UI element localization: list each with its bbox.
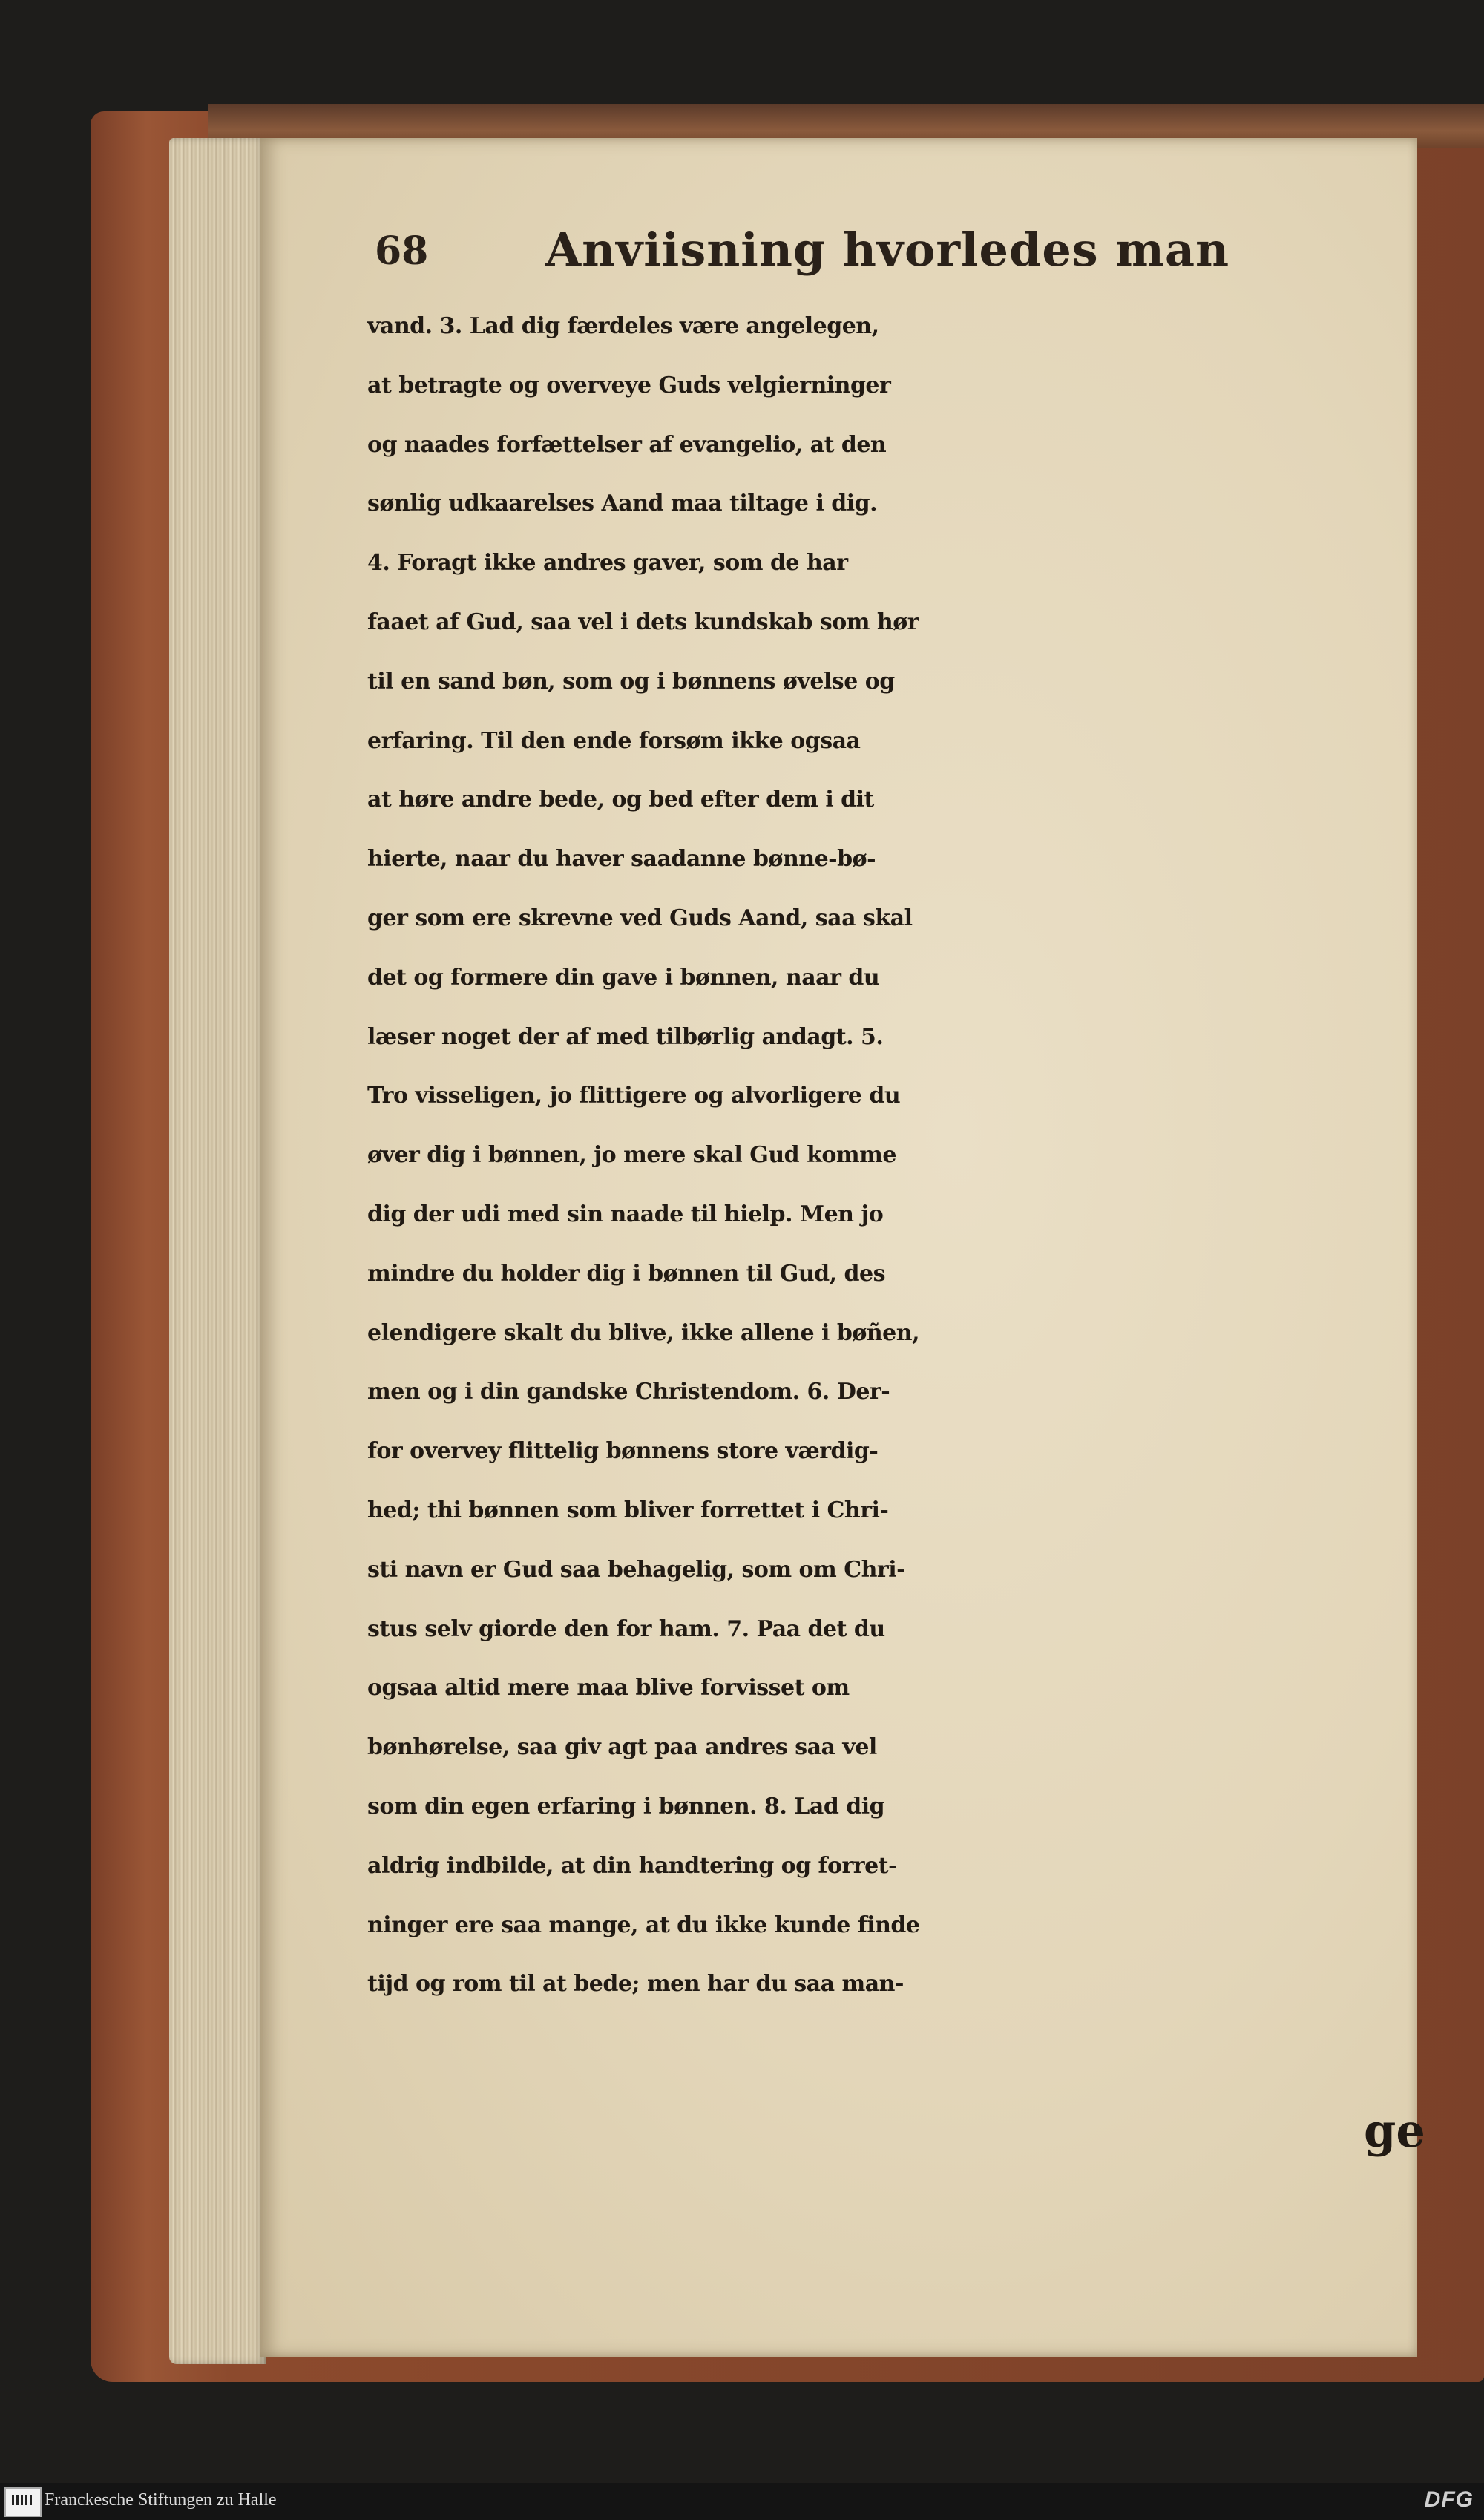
- text-line: øver dig i bønnen, jo mere skal Gud komme: [367, 1142, 896, 1169]
- footer-institution-link[interactable]: Franckesche Stiftungen zu Halle: [45, 2490, 277, 2510]
- catchword: ge: [1364, 2104, 1425, 2158]
- text-line: erfaring. Til den ende forsøm ikke ogsaa: [367, 727, 861, 754]
- text-line: tijd og rom til at bede; men har du saa man-: [367, 1971, 904, 1998]
- text-line: bønhørelse, saa giv agt paa andres saa vel: [367, 1734, 877, 1761]
- text-line: at høre andre bede, og bed efter dem i dit: [367, 787, 874, 813]
- text-line: faaet af Gud, saa vel i dets kundskab som hør: [367, 608, 919, 635]
- text-line: mindre du holder dig i bønnen til Gud, des: [367, 1260, 885, 1287]
- text-line: som din egen erfaring i bønnen. 8. Lad dig: [367, 1793, 885, 1820]
- text-line: men og i din gandske Christendom. 6. Der-: [367, 1379, 890, 1405]
- running-head: Anviisning hvorledes man: [545, 223, 1230, 277]
- page-number: 68: [375, 229, 429, 274]
- text-line: til en sand bøn, som og i bønnens øvelse og: [367, 668, 895, 695]
- text-line: og naades forfættelser af evangelio, at den: [367, 431, 887, 458]
- text-line: 4. Foragt ikke andres gaver, som de har: [367, 550, 848, 577]
- dfg-logo[interactable]: DFG: [1424, 2487, 1474, 2512]
- text-line: det og formere din gave i bønnen, naar du: [367, 964, 880, 991]
- text-line: læser noget der af med tilbørlig andagt. 5.: [367, 1023, 884, 1050]
- text-line: ogsaa altid mere maa blive forvisset om: [367, 1675, 850, 1702]
- text-line: hierte, naar du haver saadanne bønne-bø-: [367, 846, 876, 873]
- text-line: for overvey flittelig bønnens store værdig-: [367, 1438, 879, 1465]
- text-line: at betragte og overveye Guds velgierninger: [367, 372, 891, 398]
- text-line: stus selv giorde den for ham. 7. Paa det du: [367, 1615, 885, 1642]
- text-line: hed; thi bønnen som bliver forrettet i Chri-: [367, 1497, 889, 1523]
- page-edges: [169, 138, 266, 2364]
- text-line: ger som ere skrevne ved Guds Aand, saa skal: [367, 905, 913, 931]
- text-line: elendigere skalt du blive, ikke allene i bøñen,: [367, 1319, 920, 1346]
- body-text: [367, 297, 1443, 2014]
- text-line: Tro visseligen, jo flittigere og alvorligere du: [367, 1083, 901, 1109]
- text-line: sti navn er Gud saa behagelig, som om Chri-: [367, 1556, 906, 1583]
- text-line: aldrig indbilde, at din handtering og forret-: [367, 1852, 897, 1879]
- text-line: vand. 3. Lad dig færdeles være angelegen,: [367, 313, 879, 339]
- institution-logo-icon[interactable]: [4, 2487, 42, 2517]
- text-line: dig der udi med sin naade til hielp. Men jo: [367, 1201, 884, 1227]
- text-line: ninger ere saa mange, at du ikke kunde finde: [367, 1912, 920, 1938]
- page-header: [375, 208, 1339, 297]
- text-line: sønlig udkaarelses Aand maa tiltage i dig.: [367, 490, 878, 517]
